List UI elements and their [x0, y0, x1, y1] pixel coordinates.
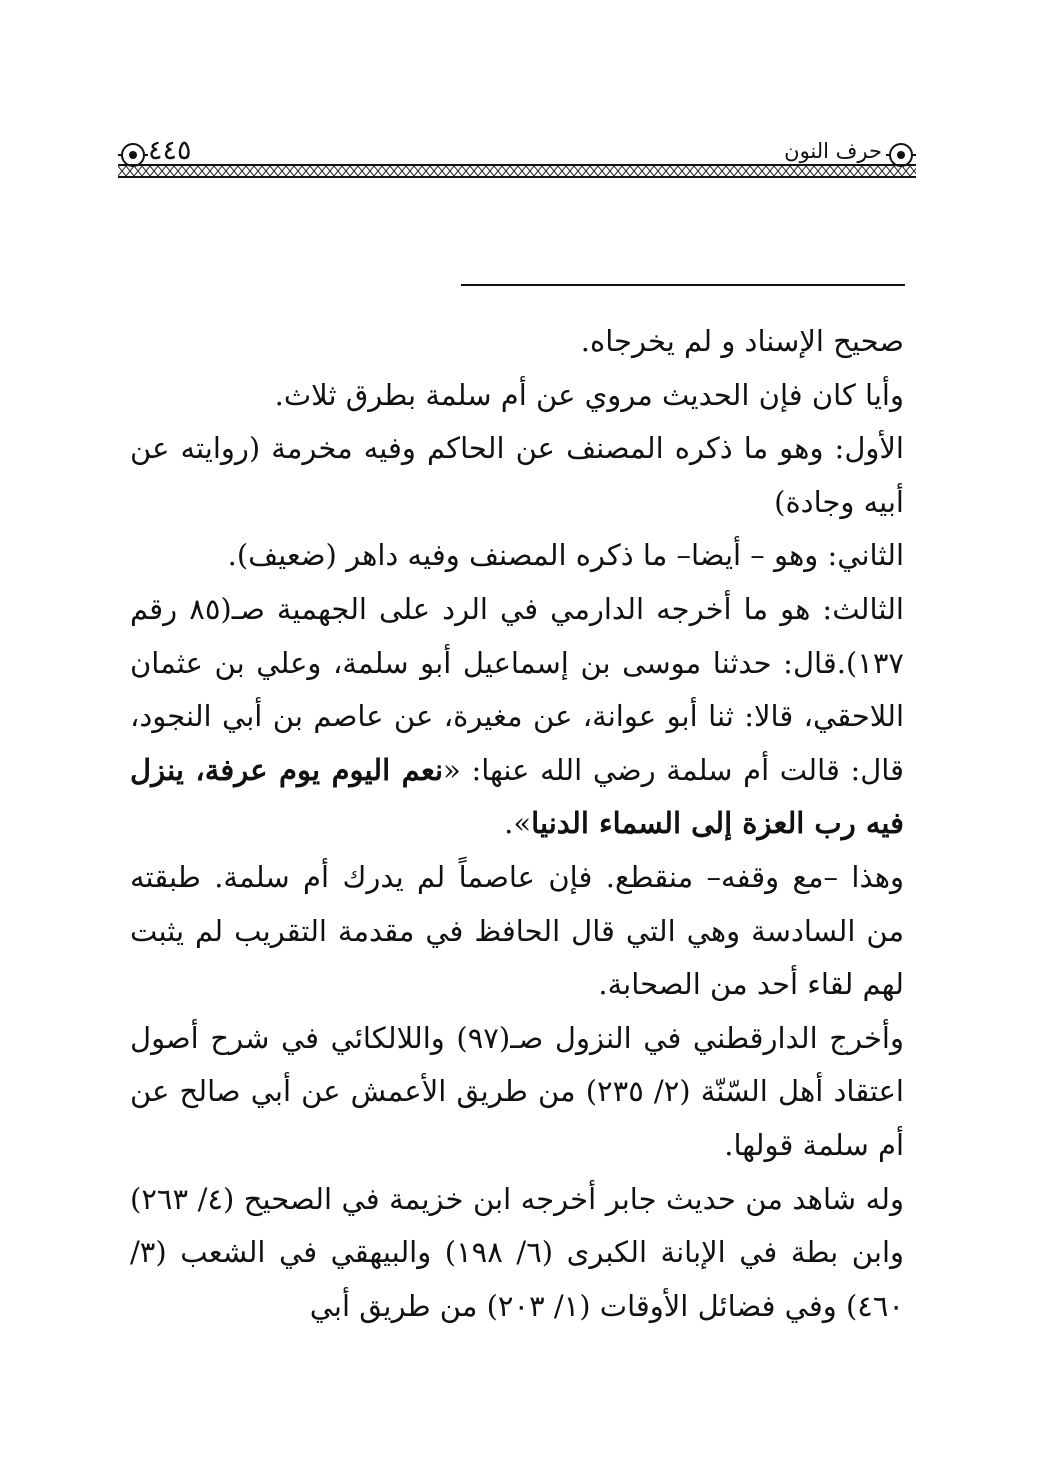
- paragraph: الثاني: وهو – أيضا– ما ذكره المصنف وفيه داهر (ضعيف).: [227, 538, 904, 573]
- paragraph: [130, 583, 904, 851]
- paragraph: صحيح الإسناد و لم يخرجاه.: [580, 324, 904, 358]
- text-run: الثالث: هو ما أخرجه الدارمي في الرد على الجهمية صـ(٨٥ رقم ١٣٧).قال: حدثنا موسى بن إسماعيل أبو سلمة، وعلي بن عثمان اللاحقي، قالا: ثنا أبو عوانة، عن مغيرة، عن عاصم بن أبي النجود، قال: قالت أم سلمة رضي الله عنها: «: [130, 591, 904, 787]
- paragraph: وأخرج الدارقطني في النزول صـ(٩٧) واللالكائي في شرح أصول اعتقاد أهل السّنّة (٢/ ٢٣٥) من طريق الأعمش عن أبي صالح عن أم سلمة قولها.: [130, 1020, 904, 1162]
- paragraph: وهذا –مع وقفه– منقطع. فإن عاصماً لم يدرك أم سلمة. طبقته من السادسة وهي التي قال الحافظ في مقدمة التقريب لم يثبت لهم لقاء أحد من الصحابة.: [130, 859, 904, 1002]
- page-header: [118, 126, 916, 178]
- page-number: ٤٤٥: [148, 135, 192, 166]
- paragraph: وأيا كان فإن الحديث مروي عن أم سلمة بطرق ثلاث.: [274, 377, 904, 412]
- paragraph: الأول: وهو ما ذكره المصنف عن الحاكم وفيه مخرمة (روايته عن أبيه وجادة): [130, 431, 904, 519]
- paragraph: وله شاهد من حديث جابر أخرجه ابن خزيمة في الصحيح (٤/ ٢٦٣) وابن بطة في الإبانة الكبرى (٦/ ١٩٨) والبيهقي في الشعب (٣/ ٤٦٠) وفي فضائل الأوقات (١/ ٢٠٣) من طريق أبي: [130, 1181, 905, 1323]
- text-run: ».: [504, 806, 532, 841]
- footnote-separator-line: [461, 284, 905, 286]
- footnote-text: [130, 315, 904, 1333]
- decorative-header-band: [118, 164, 916, 178]
- running-title: حرف النون: [784, 139, 882, 163]
- bold-quote: نعم اليوم يوم عرفة، ينزل فيه رب العزة إلى السماء الدنيا: [130, 752, 904, 841]
